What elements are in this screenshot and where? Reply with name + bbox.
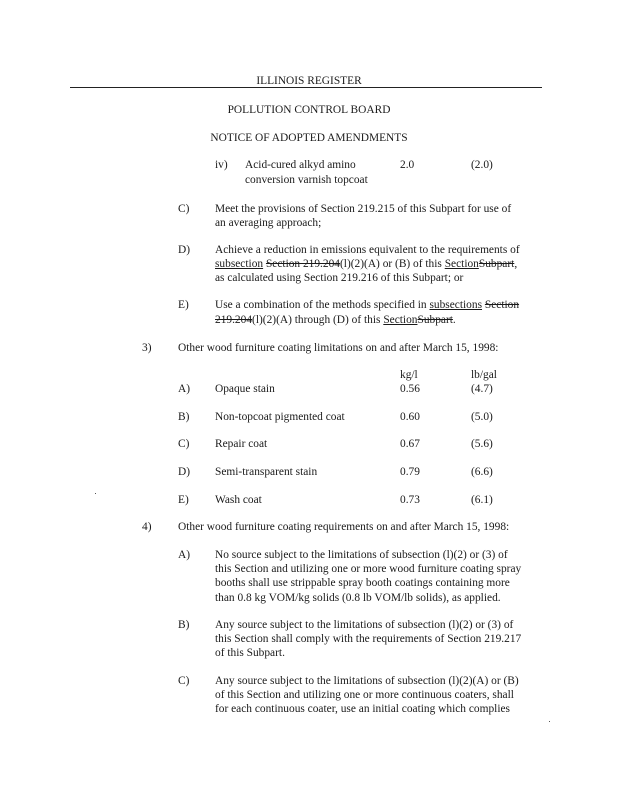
scan-speck xyxy=(95,493,96,494)
item-text: of this Section and utilizing one or more continuous coaters, shall xyxy=(215,689,514,701)
item-text: Meet the provisions of Section 219.215 of this Subpart for use of xyxy=(215,203,512,215)
item-text: No source subject to the limitations of subsection (l)(2) or (3) of xyxy=(215,549,508,561)
item-text: (l)(2)(A) through (D) of this xyxy=(252,314,384,326)
item-label: A) xyxy=(178,549,191,561)
item-text: this Section and utilizing one or more wood furniture coating spray xyxy=(215,563,522,575)
row-label: A) xyxy=(178,383,191,395)
inserted-text: subsection xyxy=(215,258,264,270)
item-text: an averaging approach; xyxy=(215,217,322,229)
inserted-text: Section xyxy=(444,258,479,270)
item-text-amended xyxy=(215,313,456,327)
item-label: iv) xyxy=(215,159,228,171)
item-text: (l)(2)(A) or (B) of this xyxy=(340,258,445,270)
scan-speck xyxy=(549,721,550,722)
item-text: conversion varnish topcoat xyxy=(245,174,368,186)
row-kg: 0.60 xyxy=(400,411,420,423)
row-lb: (4.7) xyxy=(471,383,493,395)
item-text: , xyxy=(514,258,518,270)
row-kg: 0.73 xyxy=(400,494,420,506)
item-text: than 0.8 kg VOM/kg solids (0.8 lb VOM/lb solids), as applied. xyxy=(215,592,501,604)
row-kg: 0.56 xyxy=(400,383,420,395)
item-text: . xyxy=(452,314,456,326)
row-kg: 0.67 xyxy=(400,438,420,450)
header-rule xyxy=(70,87,542,88)
item-text: Other wood furniture coating limitations on and after March 15, 1998: xyxy=(178,342,499,354)
row-kg: 0.79 xyxy=(400,466,420,478)
deleted-text: Section 219.204 xyxy=(265,258,340,270)
lb-value: (2.0) xyxy=(471,159,493,171)
item-label: C) xyxy=(178,675,190,687)
item-text: Achieve a reduction in emissions equivalent to the requirements of xyxy=(215,244,520,256)
row-label: C) xyxy=(178,438,190,450)
item-label: 4) xyxy=(142,521,152,533)
item-label: E) xyxy=(178,299,189,311)
board-title: POLLUTION CONTROL BOARD xyxy=(227,104,391,116)
deleted-text: Section xyxy=(484,299,520,311)
item-label: D) xyxy=(178,244,191,256)
row-lb: (6.6) xyxy=(471,466,493,478)
item-text: as calculated using Section 219.216 of this Subpart; or xyxy=(215,272,464,284)
item-text-amended xyxy=(215,298,519,312)
column-header-lb: lb/gal xyxy=(471,369,497,381)
deleted-text: 219.204 xyxy=(215,314,253,326)
row-name: Non-topcoat pigmented coat xyxy=(215,411,345,423)
item-text: for each continuous coater, use an initial coating which complies xyxy=(215,703,510,715)
row-label: D) xyxy=(178,466,191,478)
row-label: B) xyxy=(178,411,190,423)
item-text: Other wood furniture coating requirements on and after March 15, 1998: xyxy=(178,521,510,533)
item-text: of this Subpart. xyxy=(215,647,285,659)
inserted-text: Section xyxy=(383,314,418,326)
item-label: C) xyxy=(178,203,190,215)
row-lb: (6.1) xyxy=(471,494,493,506)
deleted-text: Subpart xyxy=(478,258,515,270)
row-label: E) xyxy=(178,494,189,506)
notice-title: NOTICE OF ADOPTED AMENDMENTS xyxy=(210,132,408,144)
item-text: Any source subject to the limitations of subsection (l)(2)(A) or (B) xyxy=(215,675,519,687)
row-name: Opaque stain xyxy=(215,383,275,395)
row-name: Repair coat xyxy=(215,438,268,450)
item-label: 3) xyxy=(142,342,152,354)
item-text: this Section shall comply with the requirements of Section 219.217 xyxy=(215,633,522,645)
row-name: Semi-transparent stain xyxy=(215,466,318,478)
row-lb: (5.0) xyxy=(471,411,493,423)
row-name: Wash coat xyxy=(215,494,262,506)
row-lb: (5.6) xyxy=(471,438,493,450)
item-label: B) xyxy=(178,619,190,631)
column-header-kg: kg/l xyxy=(400,369,418,381)
item-text: Any source subject to the limitations of subsection (l)(2) or (3) of xyxy=(215,619,514,631)
inserted-text: subsections xyxy=(429,299,483,311)
deleted-text: Subpart xyxy=(417,314,453,326)
kg-value: 2.0 xyxy=(400,159,415,171)
item-text: Acid-cured alkyd amino xyxy=(245,159,356,171)
item-text: booths shall use strippable spray booth coatings containing more xyxy=(215,577,510,589)
item-text: Use a combination of the methods specified in xyxy=(215,299,430,311)
register-title: ILLINOIS REGISTER xyxy=(256,75,362,87)
item-text-amended xyxy=(215,257,517,271)
